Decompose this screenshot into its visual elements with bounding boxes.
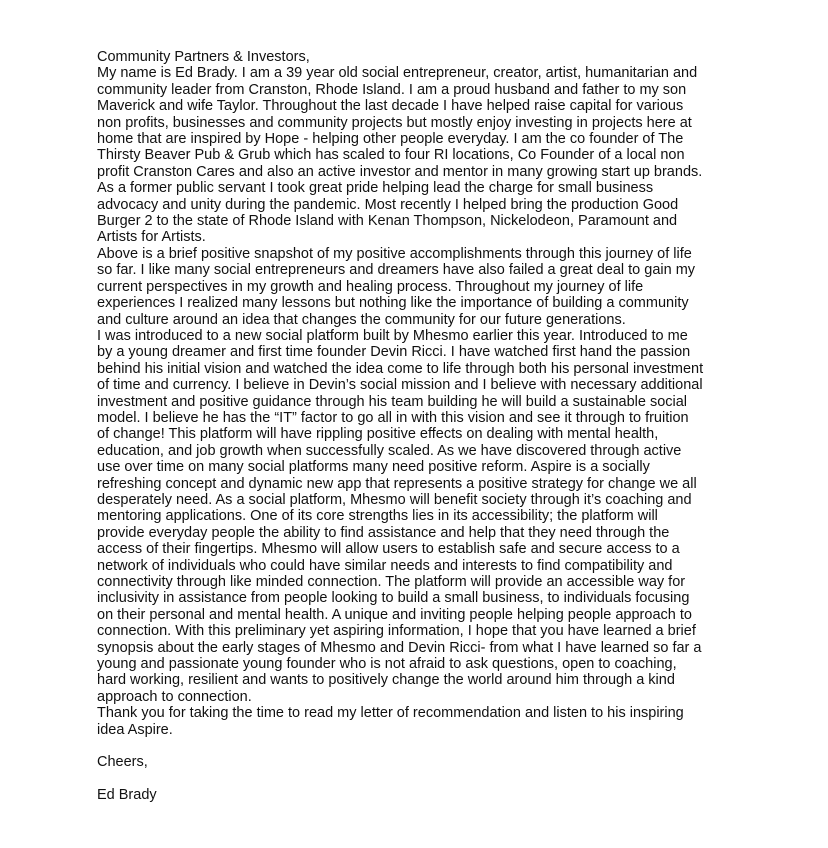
text-line: and culture around an idea that changes the community for our future generations. [97,311,626,328]
text-line: community leader from Cranston, Rhode Island. I am a proud husband and father to my son [97,81,687,98]
text-line: so far. I like many social entrepreneurs and dreamers have also failed a great deal to gain my [97,262,696,279]
text-line: Thank you for taking the time to read my letter of recommendation and listen to his inspiring [97,705,684,722]
text-line: network of individuals who could have similar needs and interests to find compatibility and [97,557,673,574]
text-line: hard working, resilient and wants to positively change the world around him through a kind [97,672,675,689]
signature: Ed Brady [97,787,157,804]
text-line: use over time on many social platforms many need positive reform. Aspire is a socially [97,459,650,476]
text-line: As a former public servant I took great pride helping lead the charge for small business [97,180,654,197]
text-line: of time and currency. I believe in Devin’s social mission and I believe with necessary additional [97,377,703,394]
closing: Cheers, [97,754,148,771]
text-line: home that are inspired by Hope - helping other people everyday. I am the co founder of The [97,131,684,148]
text-line: synopsis about the early stages of Mhesmo and Devin Ricci- from what I have learned so far a [97,639,702,656]
text-line: connectivity through like minded connection. The platform will provide an accessible way for [97,574,686,590]
paragraph-introduction [97,65,737,245]
text-line: access of their fingertips. Mhesmo will allow users to establish safe and secure access to a [97,541,680,558]
text-line: profit Cranston Cares and also an active investor and mentor in many growing start up brands. [97,163,703,180]
text-line: connection. With this preliminary yet aspiring information, I hope that you have learned a brief [97,623,696,640]
text-line: on their personal and mental health. A unique and inviting people helping people approach to [97,606,692,623]
text-line: Thirsty Beaver Pub & Grub which has scaled to four RI locations, Co Founder of a local non [97,147,685,164]
text-line: Burger 2 to the state of Rhode Island with Kenan Thompson, Nickelodeon, Paramount and [97,213,678,230]
text-line: education, and job growth when successfully scaled. As we have discovered through active [97,442,682,459]
text-line: Artists for Artists. [97,229,206,246]
paragraph-recommendation [97,328,737,705]
spacer [97,738,737,754]
text-line: Maverick and wife Taylor. Throughout the last decade I have helped raise capital for various [97,98,684,115]
text-line: inclusivity in assistance from people looking to build a small business, to individuals focusing [97,590,690,607]
text-line: advocacy and unity during the pandemic. Most recently I helped bring the production Good [97,196,679,213]
paragraph-accomplishments [97,246,737,328]
text-line: by a young dreamer and first time founder Devin Ricci. I have watched first hand the passion [97,344,691,361]
text-line: desperately need. As a social platform, Mhesmo will benefit society through it’s coaching and [97,491,692,508]
text-line: Above is a brief positive snapshot of my positive accomplishments through this journey of life [97,245,692,262]
text-line: current perspectives in my growth and healing process. Throughout my journey of life [97,278,644,295]
text-line: My name is Ed Brady. I am a 39 year old social entrepreneur, creator, artist, humanitarian and [97,65,698,82]
letter-body [97,49,737,804]
text-line: mentoring applications. One of its core strengths lies in its accessibility; the platform will [97,508,658,525]
text-line: refreshing concept and dynamic new app that represents a positive strategy for change we all [97,475,697,492]
text-line: experiences I realized many lessons but nothing like the importance of building a community [97,295,689,312]
text-line: model. I believe he has the “IT” factor to go all in with this vision and see it through to fruition [97,409,689,426]
text-line: I was introduced to a new social platform built by Mhesmo earlier this year. Introduced to me [97,327,688,344]
spacer [97,771,737,787]
salutation: Community Partners & Investors, [97,49,310,65]
text-line: approach to connection. [97,688,252,705]
text-line: non profits, businesses and community projects but mostly enjoy investing in projects here at [97,114,692,131]
text-line: idea Aspire. [97,721,173,738]
text-line: of change! This platform will have rippling positive effects on dealing with mental health, [97,426,659,443]
paragraph-thanks [97,705,737,738]
text-line: investment and positive guidance through his team building he will build a sustainable social [97,393,688,410]
text-line: provide everyday people the ability to find assistance and help that they need through the [97,524,670,541]
text-line: young and passionate young founder who is not afraid to ask questions, open to coaching, [97,656,677,673]
text-line: behind his initial vision and watched the idea come to life through both his personal investment [97,360,704,377]
